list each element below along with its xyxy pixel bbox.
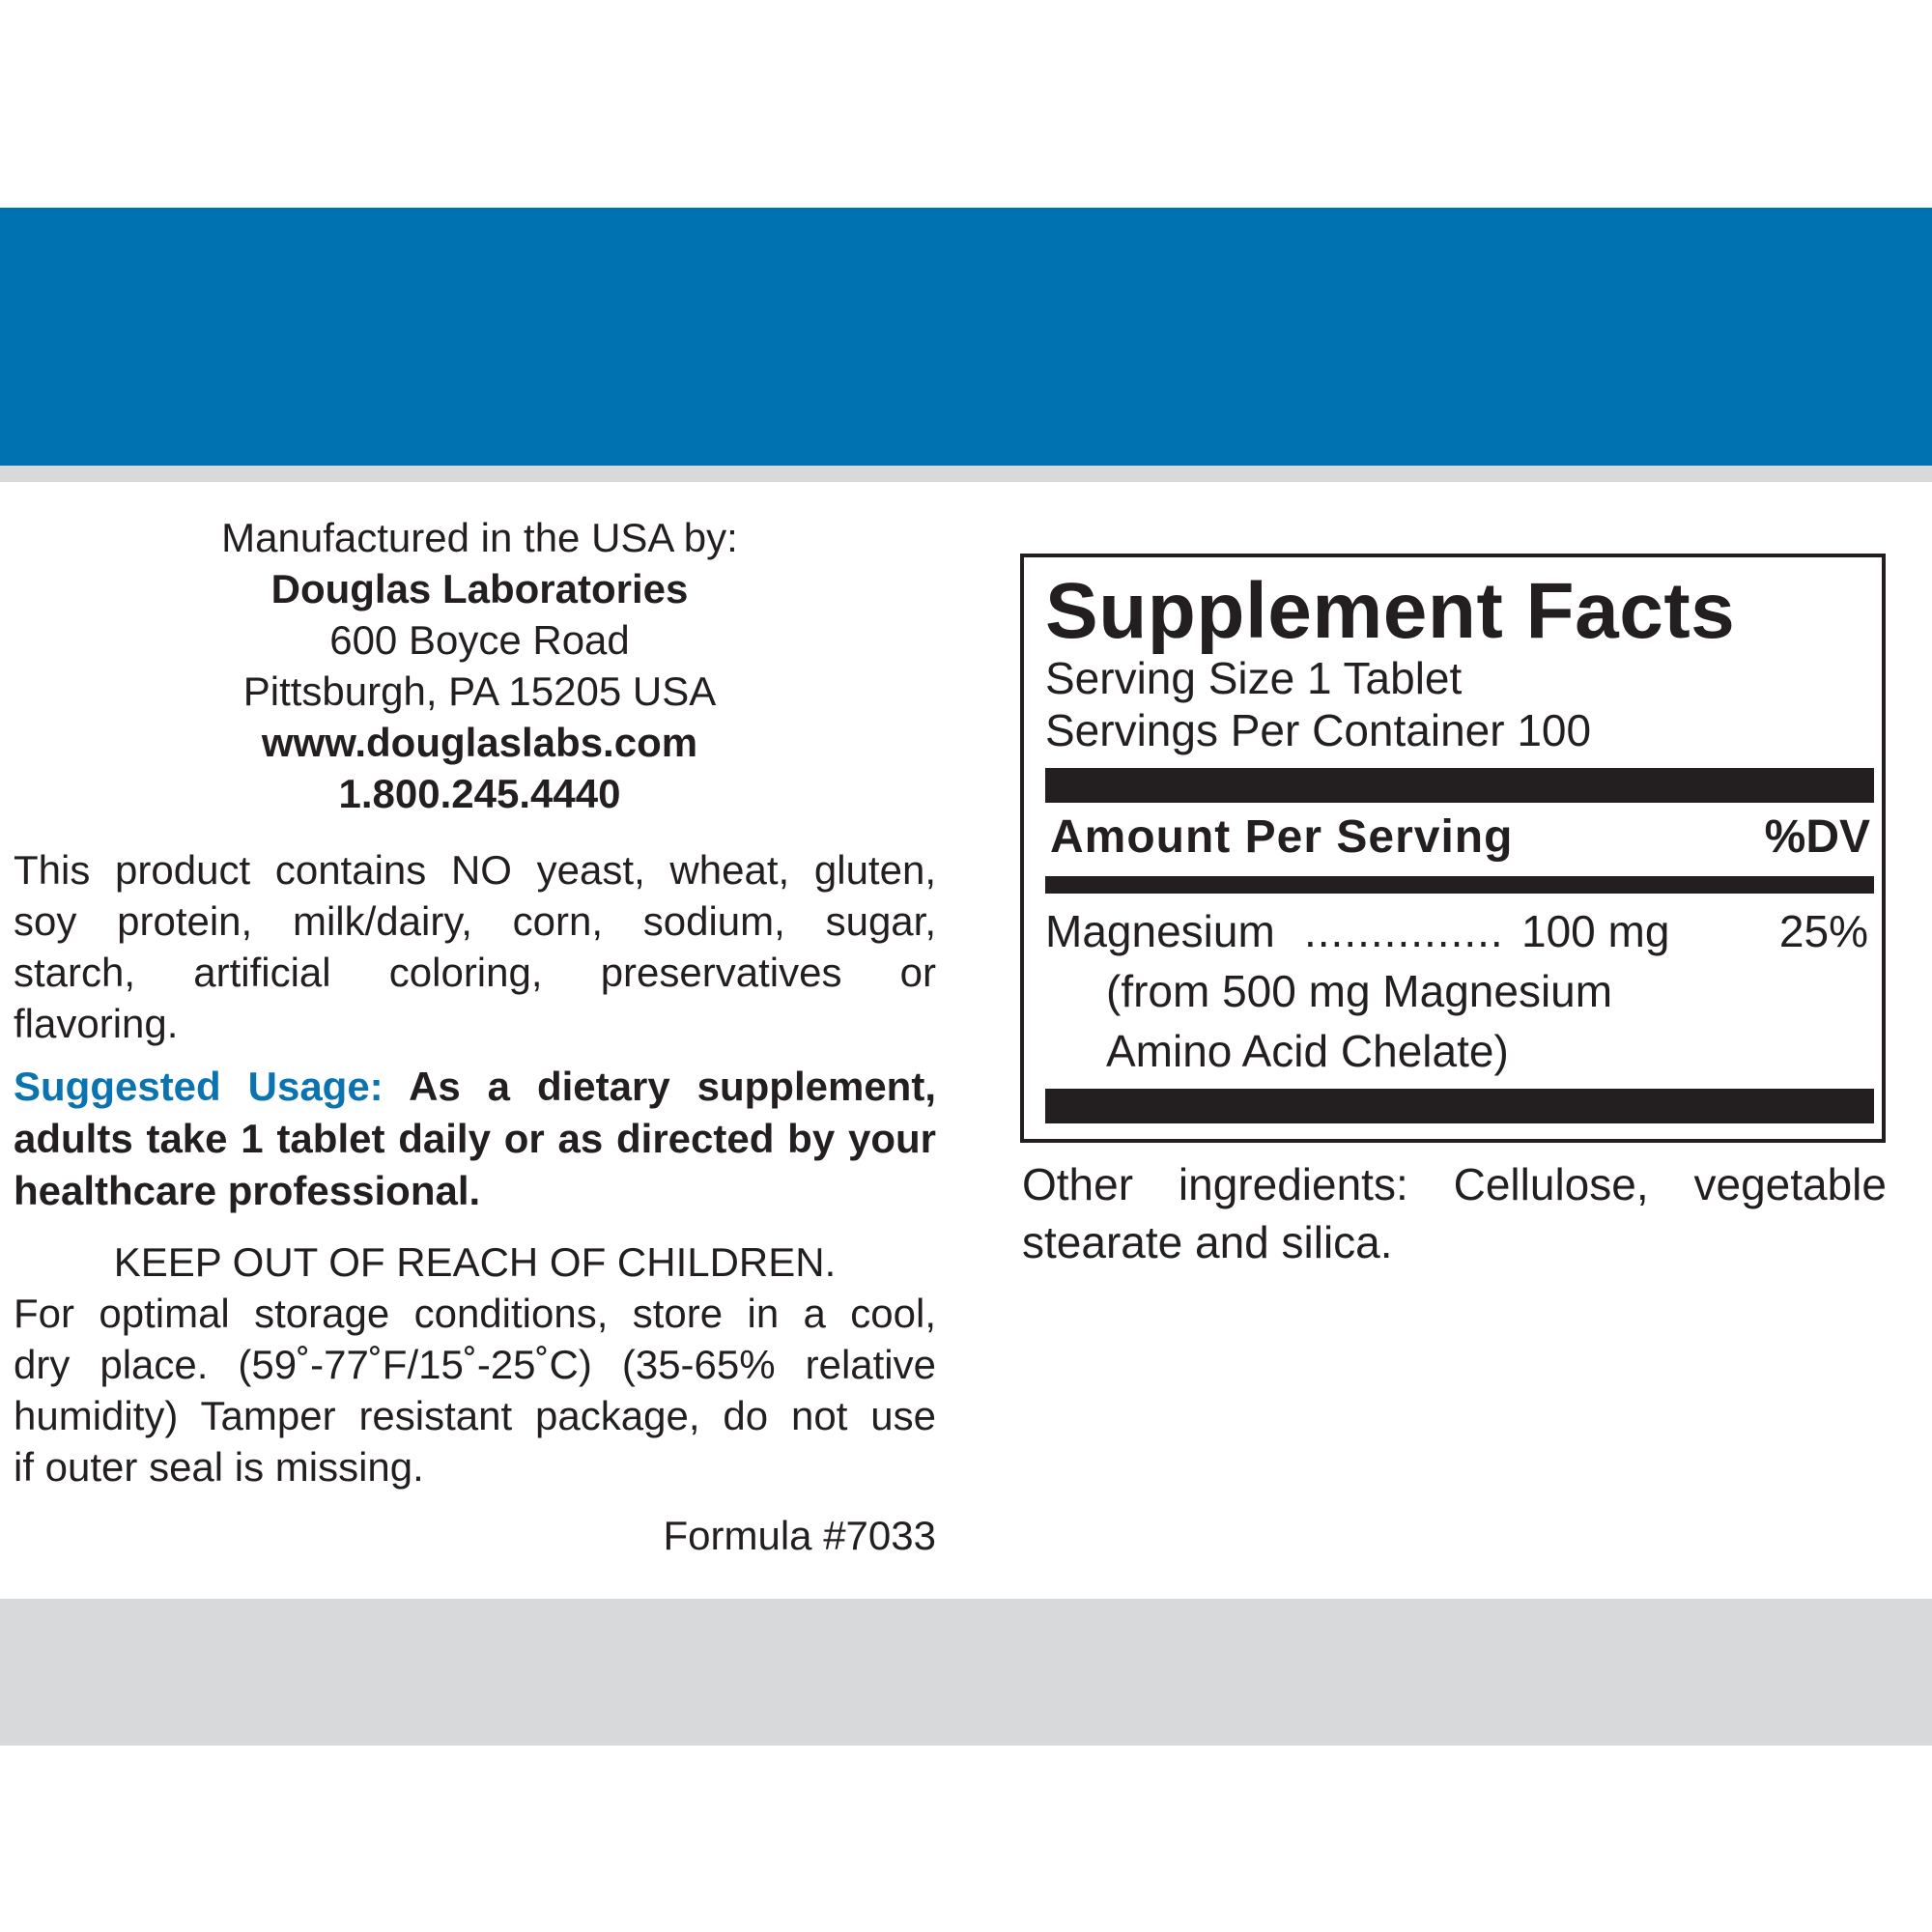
allergen-line: flavoring. [14,1001,179,1046]
street-address: 600 Boyce Road [329,617,630,663]
label-left-column [14,512,936,1561]
allergen-line: soy protein, milk/dairy, corn, sodium, sugar, [14,898,936,944]
other-ingredients: Other ingredients: Cellulose, vegetable stearate and silica. [1022,1159,1887,1267]
storage-line: dry place. (59˚-77˚F/15˚-25˚C) (35-65% relative [14,1342,936,1387]
bottom-divider-bar [1045,1089,1874,1123]
nutrient-name: Magnesium [1045,906,1275,956]
phone-number: 1.800.245.4440 [338,771,621,816]
amount-per-serving-header: Amount Per Serving [1050,811,1514,863]
allergen-line: starch, artificial coloring, preservatives or [14,950,936,995]
facts-title: Supplement Facts [1045,567,1736,655]
servings-per-container: Servings Per Container 100 [1045,705,1592,755]
supplement-facts-panel [1020,554,1886,1143]
city-address: Pittsburgh, PA 15205 USA [242,668,717,714]
nutrient-source-line: (from 500 mg Magnesium [1106,966,1613,1016]
nutrient-amount: 100 mg [1521,906,1670,956]
nutrient-source-line: Amino Acid Chelate) [1106,1026,1509,1076]
allergen-statement [14,844,936,1049]
company-name: Douglas Laboratories [270,566,689,611]
storage-instructions [14,1288,936,1492]
keep-out-warning: KEEP OUT OF REACH OF CHILDREN. [113,1239,837,1285]
storage-line: if outer seal is missing. [14,1444,424,1490]
usage-text: As a dietary supplement, adults take 1 tablet daily or as directed by your healthcare professional. [14,1064,936,1213]
blue-header-band [0,208,1932,466]
serving-size: Serving Size 1 Tablet [1045,653,1463,703]
leader-dots: ............... [1304,906,1504,956]
medium-divider-bar [1045,876,1874,894]
gray-divider-strip [0,466,1932,482]
nutrient-source [1106,961,1612,1081]
manufacturer-block [23,512,936,819]
website: www.douglaslabs.com [261,720,698,765]
storage-line: For optimal storage conditions, store in a cool, [14,1291,936,1336]
gray-bottom-band [0,1599,1932,1746]
storage-line: humidity) Tamper resistant package, do not use [14,1393,936,1438]
usage-label: Suggested Usage: [14,1064,384,1109]
thick-divider-bar [1045,768,1874,803]
formula-number: Formula #7033 [663,1513,936,1558]
daily-value-header: %DV [1764,811,1870,863]
warning-block [14,1236,936,1492]
manufacturer-intro: Manufactured in the USA by: [221,515,738,560]
nutrient-daily-value: 25% [1778,906,1868,956]
suggested-usage [14,1061,936,1217]
allergen-line: This product contains NO yeast, wheat, gluten, [14,847,936,893]
